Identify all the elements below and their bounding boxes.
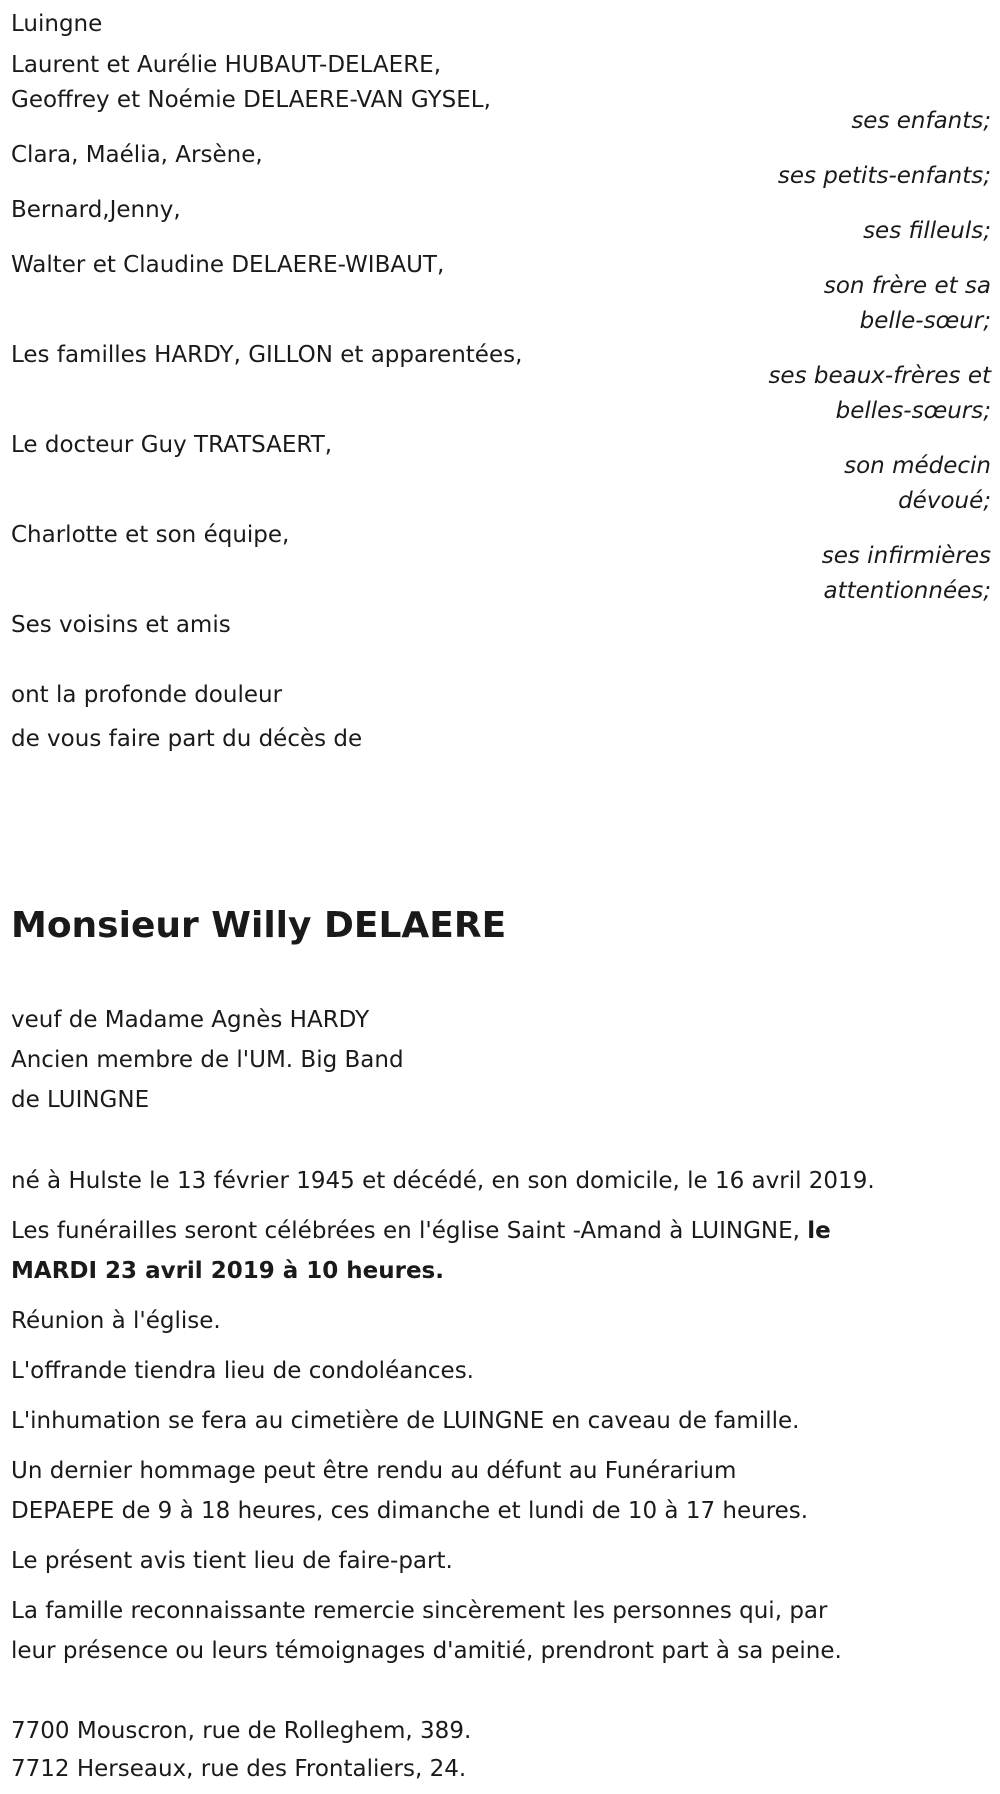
relation-doctor-2: dévoué;	[898, 488, 991, 514]
family-neighbors: Ses voisins et amis	[11, 612, 231, 638]
deceased-widower: veuf de Madame Agnès HARDY	[11, 1007, 370, 1033]
funeral-date: MARDI 23 avril 2019 à 10 heures.	[11, 1258, 444, 1284]
family-brother: Walter et Claudine DELAERE-WIBAUT,	[11, 252, 445, 278]
funeral-line-2	[11, 1251, 991, 1291]
family-grandchildren: Clara, Maélia, Arsène,	[11, 142, 263, 168]
relation-brother-2: belle-sœur;	[859, 308, 991, 334]
address-2: 7712 Herseaux, rue des Frontaliers, 24.	[11, 1756, 467, 1782]
offering-text: L'offrande tiendra lieu de condoléances.	[11, 1358, 474, 1384]
family-godchildren: Bernard,Jenny,	[11, 197, 181, 223]
tribute-line-2: DEPAEPE de 9 à 18 heures, ces dimanche et lundi de 10 à 17 heures.	[11, 1498, 809, 1524]
relation-inlaws-1: ses beaux-frères et	[768, 363, 991, 389]
family-families: Les familles HARDY, GILLON et apparentées,	[11, 342, 523, 368]
deceased-member: Ancien membre de l'UM. Big Band	[11, 1047, 404, 1073]
birth-death-text: né à Hulste le 13 février 1945 et décédé, en son domicile, le 16 avril 2019.	[11, 1168, 875, 1194]
relation-brother-1: son frère et sa	[823, 273, 991, 299]
relation-inlaws-2: belles-sœurs;	[835, 398, 991, 424]
deceased-member-place: de LUINGNE	[11, 1087, 150, 1113]
relation-doctor-1: son médecin	[844, 453, 991, 479]
relation-nurses-2: attentionnées;	[823, 578, 991, 604]
place-name: Luingne	[11, 11, 103, 37]
relation-grandchildren: ses petits-enfants;	[777, 163, 991, 189]
funeral-line-1	[11, 1211, 991, 1251]
burial-text: L'inhumation se fera au cimetière de LUINGNE en caveau de famille.	[11, 1408, 800, 1434]
reunion-text: Réunion à l'église.	[11, 1308, 221, 1334]
funeral-bold-le: le	[807, 1218, 831, 1244]
tribute-line-1: Un dernier hommage peut être rendu au défunt au Funérarium	[11, 1458, 737, 1484]
family-doctor: Le docteur Guy TRATSAERT,	[11, 432, 333, 458]
notice-text: Le présent avis tient lieu de faire-part.	[11, 1548, 453, 1574]
address-1: 7700 Mouscron, rue de Rolleghem, 389.	[11, 1718, 472, 1744]
family-nurses: Charlotte et son équipe,	[11, 522, 290, 548]
relation-godchildren: ses filleuls;	[863, 218, 991, 244]
announcement-line-1: ont la profonde douleur	[11, 682, 283, 708]
family-children-1: Laurent et Aurélie HUBAUT-DELAERE,	[11, 52, 442, 78]
obituary-notice	[11, 0, 991, 1794]
announcement-line-2: de vous faire part du décès de	[11, 726, 363, 752]
thanks-line-1: La famille reconnaissante remercie sincèrement les personnes qui, par	[11, 1598, 828, 1624]
thanks-line-2: leur présence ou leurs témoignages d'amitié, prendront part à sa peine.	[11, 1638, 842, 1664]
relation-nurses-1: ses infirmières	[821, 543, 991, 569]
family-children-2: Geoffrey et Noémie DELAERE-VAN GYSEL,	[11, 87, 491, 113]
deceased-name: Monsieur Willy DELAERE	[11, 905, 507, 946]
funeral-text: Les funérailles seront célébrées en l'église Saint -Amand à LUINGNE,	[11, 1218, 808, 1244]
relation-children: ses enfants;	[851, 108, 991, 134]
